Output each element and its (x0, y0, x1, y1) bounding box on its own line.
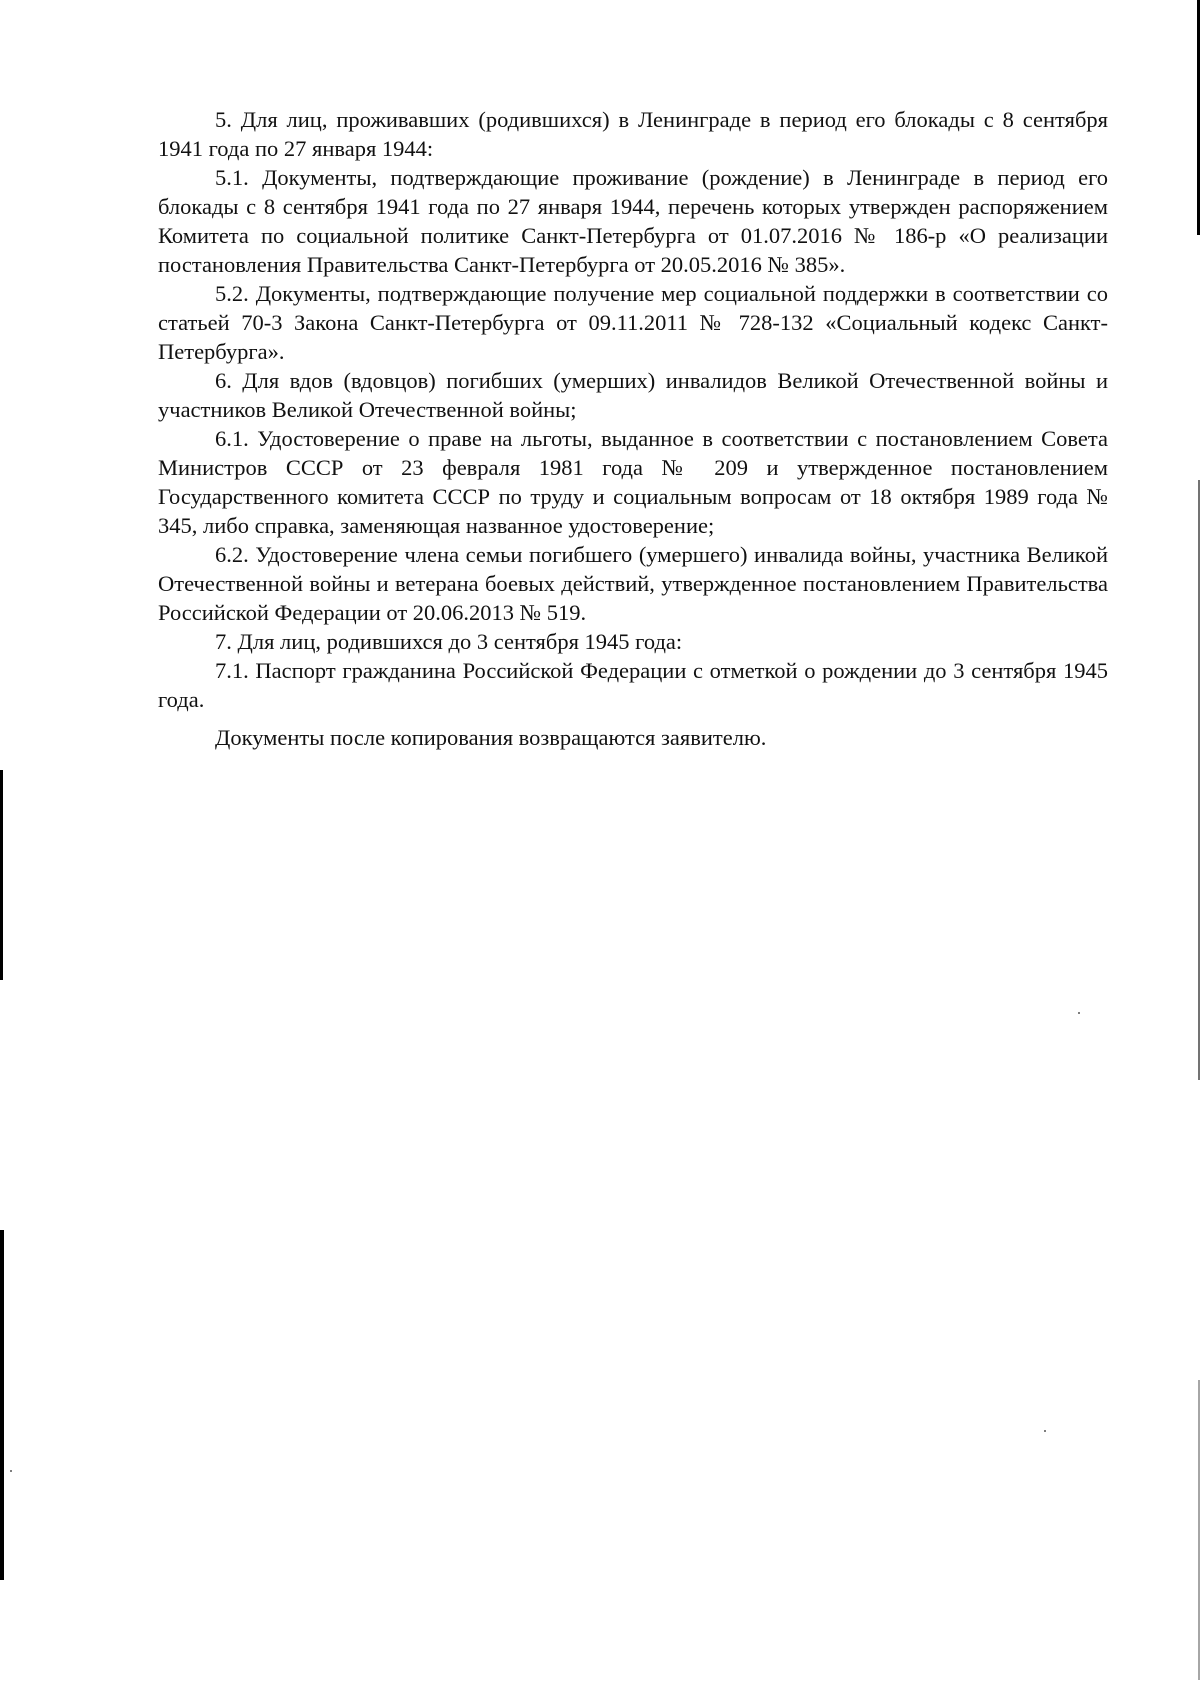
paragraph-6-1: 6.1. Удостоверение о праве на льготы, выданное в соответствии с постановлением Совета Министров СССР от 23 февраля 1981 года № 209 и утвержденное постановлением Государственного комитета СССР по труду и социальным вопросам от 18 октября 1989 года № 345, либо справка, заменяющая названное удостоверение; (158, 426, 1108, 538)
paragraph-5-1: 5.1. Документы, подтверждающие проживание (рождение) в Ленинграде в период его блокады с 8 сентября 1941 года по 27 января 1944, перечень которых утвержден распоряжением Комитета по социальной политике Санкт-Петербурга от 01.07.2016 № 186-р «О реализации постановления Правительства Санкт-Петербурга от 20.05.2016 № 385». (158, 165, 1108, 277)
paragraph-7: 7. Для лиц, родившихся до 3 сентября 1945 года: (215, 629, 683, 654)
closing-note: Документы после копирования возвращаются заявителю. (215, 725, 767, 750)
scan-edge-mark (0, 770, 3, 980)
paragraph-5: 5. Для лиц, проживавших (родившихся) в Ленинграде в период его блокады с 8 сентября 1941 года по 27 января 1944: (158, 107, 1108, 161)
scan-speck (10, 1470, 12, 1472)
scan-edge-mark (0, 1230, 4, 1580)
document-body (158, 105, 1108, 752)
paragraph-6-2: 6.2. Удостоверение члена семьи погибшего (умершего) инвалида войны, участника Великой Отечественной войны и ветерана боевых действий, утвержденное постановлением Правительства Российской Федерации от 20.06.2013 № 519. (158, 542, 1108, 625)
scan-speck (1078, 1012, 1080, 1014)
paragraph-5-2: 5.2. Документы, подтверждающие получение мер социальной поддержки в соответствии со статьей 70-3 Закона Санкт-Петербурга от 09.11.2011 № 728-132 «Социальный кодекс Санкт-Петербурга». (158, 281, 1108, 364)
scan-speck (1044, 1430, 1046, 1432)
paragraph-6: 6. Для вдов (вдовцов) погибших (умерших) инвалидов Великой Отечественной войны и участников Великой Отечественной войны; (158, 368, 1108, 422)
paragraph-7-1: 7.1. Паспорт гражданина Российской Федерации с отметкой о рождении до 3 сентября 1945 года. (158, 658, 1108, 712)
